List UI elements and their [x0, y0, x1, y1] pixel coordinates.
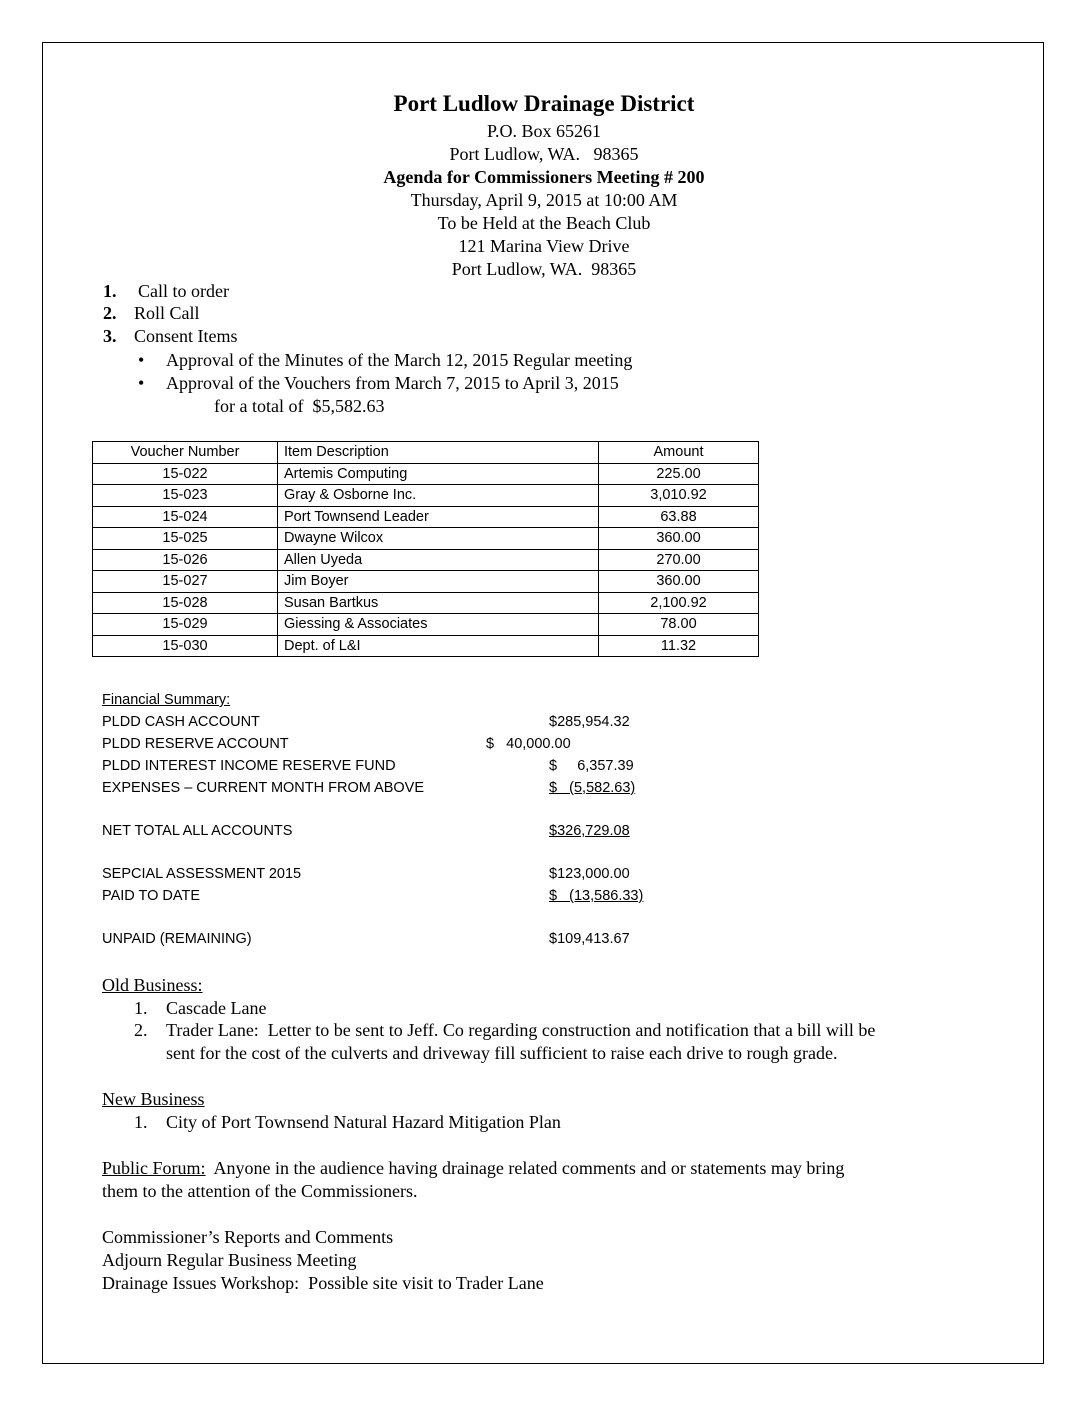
list-number: 1.: [134, 1112, 148, 1132]
item-description-cell: Port Townsend Leader: [278, 506, 599, 528]
voucher-number-cell: 15-025: [93, 528, 278, 550]
new-business-heading: New Business: [102, 1089, 205, 1109]
adjourn-meeting: Adjourn Regular Business Meeting: [102, 1250, 357, 1270]
table-row: [93, 485, 759, 507]
amount-cell: 63.88: [599, 506, 759, 528]
net-total-value: $326,729.08: [549, 823, 630, 839]
old-business-heading: Old Business:: [102, 975, 203, 995]
net-total-label: NET TOTAL ALL ACCOUNTS: [102, 823, 293, 839]
table-row: [93, 506, 759, 528]
bullet-icon: •: [138, 350, 145, 370]
drainage-workshop: Drainage Issues Workshop: Possible site visit to Trader Lane: [102, 1273, 544, 1293]
amount-cell: 225.00: [599, 463, 759, 485]
document-title: Port Ludlow Drainage District: [393, 91, 695, 116]
meeting-venue: To be Held at the Beach Club: [437, 213, 651, 233]
voucher-number-cell: 15-022: [93, 463, 278, 485]
paid-to-date-value: $ (13,586.33): [549, 888, 644, 904]
table-row: [93, 528, 759, 550]
voucher-number-cell: 15-024: [93, 506, 278, 528]
cash-account-label: PLDD CASH ACCOUNT: [102, 714, 260, 730]
agenda-item-consent-items: Consent Items: [134, 326, 238, 346]
column-header-amount: Amount: [599, 442, 759, 464]
item-description-cell: Dwayne Wilcox: [278, 528, 599, 550]
voucher-number-cell: 15-029: [93, 614, 278, 636]
list-number: 1.: [134, 998, 148, 1018]
item-description-cell: Artemis Computing: [278, 463, 599, 485]
table-row: [93, 592, 759, 614]
unpaid-remaining-value: $109,413.67: [549, 931, 630, 947]
voucher-table: [92, 441, 759, 657]
old-business-item-trader-lane-cont: sent for the cost of the culverts and driveway fill sufficient to raise each drive to rough grade.: [166, 1043, 838, 1063]
special-assessment-value: $123,000.00: [549, 866, 630, 882]
list-number: 2.: [134, 1020, 148, 1040]
public-forum-text: Anyone in the audience having drainage related comments and or statements may bring: [205, 1158, 845, 1178]
agenda-item-number: 1.: [103, 281, 117, 301]
column-header-voucher-number: Voucher Number: [93, 442, 278, 464]
interest-fund-label: PLDD INTEREST INCOME RESERVE FUND: [102, 758, 396, 774]
expenses-value: $ (5,582.63): [549, 780, 636, 796]
public-forum-text-cont: them to the attention of the Commissioners.: [102, 1181, 418, 1201]
agenda-item-number: 3.: [103, 326, 117, 346]
meeting-address: 121 Marina View Drive: [458, 236, 630, 256]
public-forum-paragraph: [102, 1158, 844, 1179]
voucher-total-line: for a total of $5,582.63: [214, 396, 385, 416]
consent-item-vouchers: Approval of the Vouchers from March 7, 2015 to April 3, 2015: [166, 373, 619, 393]
old-business-item-cascade-lane: Cascade Lane: [166, 998, 267, 1018]
voucher-number-cell: 15-027: [93, 571, 278, 593]
item-description-cell: Gray & Osborne Inc.: [278, 485, 599, 507]
item-description-cell: Jim Boyer: [278, 571, 599, 593]
special-assessment-label: SEPCIAL ASSESSMENT 2015: [102, 866, 302, 882]
voucher-number-cell: 15-030: [93, 635, 278, 657]
consent-item-minutes: Approval of the Minutes of the March 12, 2015 Regular meeting: [166, 350, 633, 370]
new-business-item-mitigation-plan: City of Port Townsend Natural Hazard Mitigation Plan: [166, 1112, 561, 1132]
meeting-date-time: Thursday, April 9, 2015 at 10:00 AM: [410, 190, 678, 210]
expenses-label: EXPENSES – CURRENT MONTH FROM ABOVE: [102, 780, 425, 796]
reserve-account-label: PLDD RESERVE ACCOUNT: [102, 736, 289, 752]
table-header-row: [93, 442, 759, 464]
item-description-cell: Allen Uyeda: [278, 549, 599, 571]
amount-cell: 270.00: [599, 549, 759, 571]
table-row: [93, 614, 759, 636]
amount-cell: 2,100.92: [599, 592, 759, 614]
po-box: P.O. Box 65261: [486, 121, 602, 141]
commissioners-reports: Commissioner’s Reports and Comments: [102, 1227, 394, 1247]
voucher-number-cell: 15-026: [93, 549, 278, 571]
amount-cell: 11.32: [599, 635, 759, 657]
agenda-title: Agenda for Commissioners Meeting # 200: [383, 167, 705, 187]
public-forum-heading: Public Forum:: [102, 1158, 206, 1178]
table-row: [93, 635, 759, 657]
amount-cell: 3,010.92: [599, 485, 759, 507]
voucher-number-cell: 15-028: [93, 592, 278, 614]
item-description-cell: Giessing & Associates: [278, 614, 599, 636]
amount-cell: 360.00: [599, 528, 759, 550]
paid-to-date-label: PAID TO DATE: [102, 888, 201, 904]
city-line-2: Port Ludlow, WA. 98365: [451, 259, 637, 279]
amount-cell: 360.00: [599, 571, 759, 593]
item-description-cell: Dept. of L&I: [278, 635, 599, 657]
bullet-icon: •: [138, 373, 145, 393]
city-line-1: Port Ludlow, WA. 98365: [449, 144, 639, 164]
reserve-account-value: $ 40,000.00: [486, 736, 571, 752]
agenda-item-number: 2.: [103, 303, 117, 323]
amount-cell: 78.00: [599, 614, 759, 636]
cash-account-value: $285,954.32: [549, 714, 630, 730]
table-row: [93, 463, 759, 485]
interest-fund-value: $ 6,357.39: [549, 758, 634, 774]
table-row: [93, 549, 759, 571]
unpaid-remaining-label: UNPAID (REMAINING): [102, 931, 252, 947]
agenda-item-call-to-order: Call to order: [138, 281, 229, 301]
financial-summary-heading: Financial Summary:: [102, 692, 231, 708]
old-business-item-trader-lane: Trader Lane: Letter to be sent to Jeff. Co regarding construction and notification that a bill will be: [166, 1020, 876, 1040]
agenda-item-roll-call: Roll Call: [134, 303, 200, 323]
item-description-cell: Susan Bartkus: [278, 592, 599, 614]
table-row: [93, 571, 759, 593]
voucher-number-cell: 15-023: [93, 485, 278, 507]
column-header-item-description: Item Description: [278, 442, 599, 464]
